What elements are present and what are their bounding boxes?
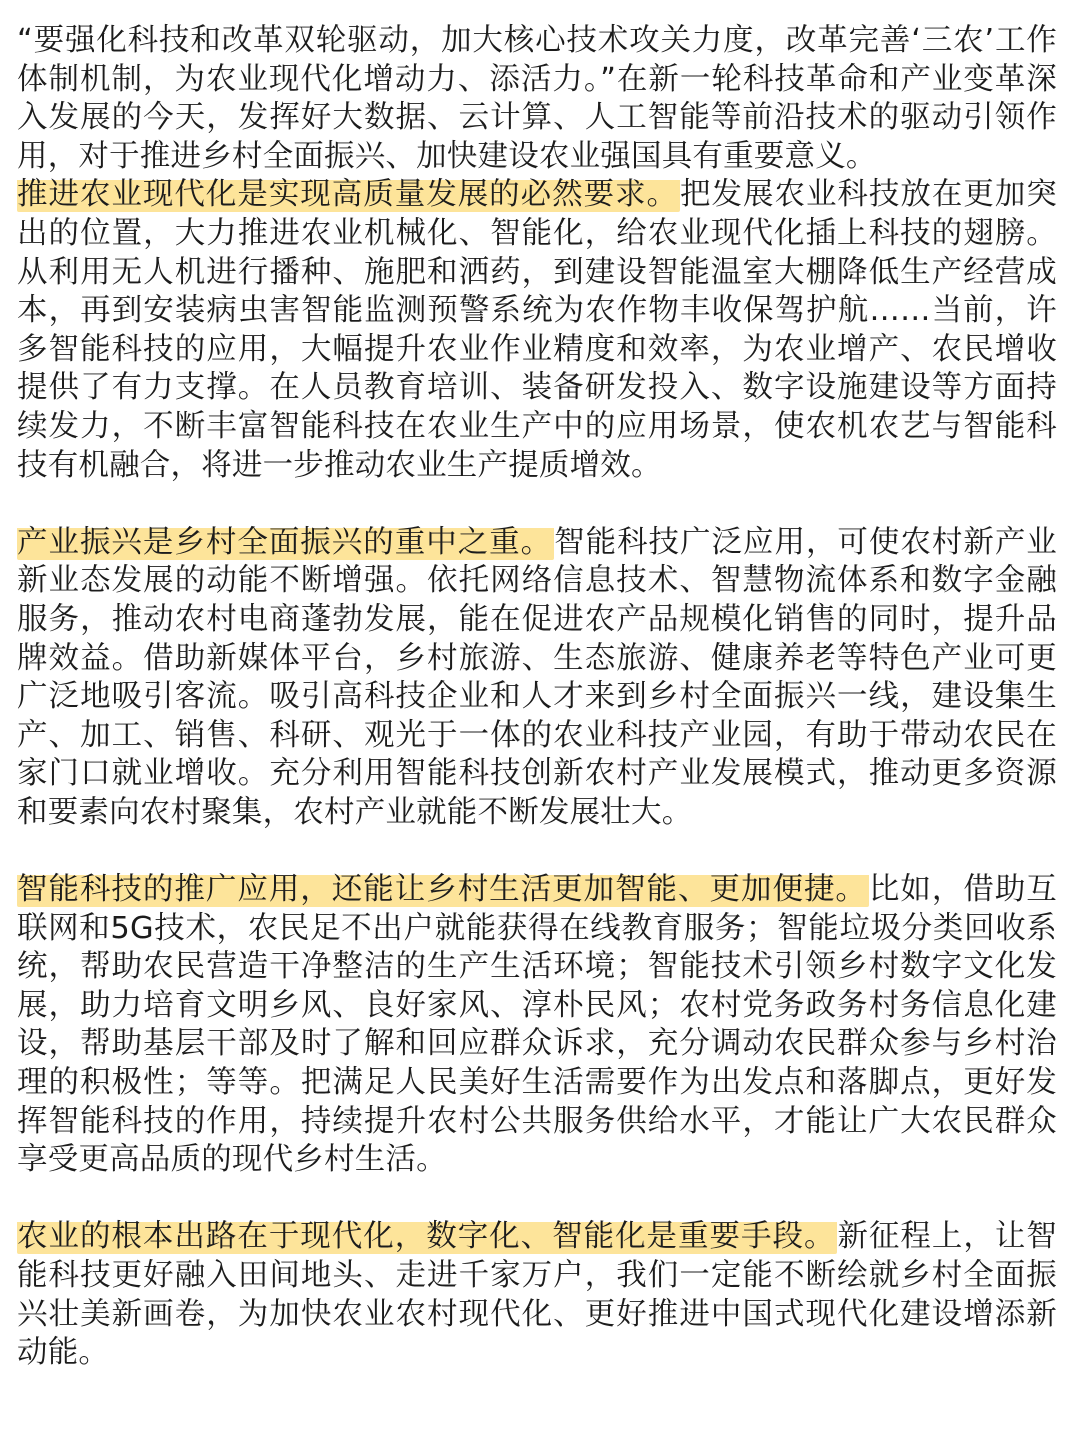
highlighted-lead-sentence: 智能科技的推广应用，还能让乡村生活更加智能、更加便捷。 (17, 872, 867, 908)
paragraph-spacer (17, 832, 1057, 871)
paragraph-agri-modernization (17, 176, 1057, 485)
paragraph-spacer (17, 1180, 1057, 1219)
highlighted-lead-sentence: 产业振兴是乡村全面振兴的重中之重。 (17, 524, 553, 560)
paragraph-text: 比如，借助互联网和5G技术，农民足不出户就能获得在线教育服务；智能垃圾分类回收系统，帮助农民营造干净整洁的生产生活环境；智能技术引领乡村数字文化发展，助力培育文明乡风、良好家风、淳朴民风；农村党务政务村务信息化建设，帮助基层干部及时了解和回应群众诉求，充分调动农民群众参与乡村治理的积极性；等等。把满足人民美好生活需要作为出发点和落脚点，更好发挥智能科技的作用，持续提升农村公共服务供给水平，才能让广大农民群众享受更高品质的现代乡村生活。 (17, 872, 1057, 1178)
highlighted-lead-sentence: 农业的根本出路在于现代化，数字化、智能化是重要手段。 (17, 1219, 836, 1255)
paragraph-spacer (17, 485, 1057, 524)
article-body (17, 22, 1057, 1373)
paragraph-rural-life (17, 871, 1057, 1180)
paragraph-conclusion (17, 1218, 1057, 1372)
paragraph-text: 智能科技广泛应用，可使农村新产业新业态发展的动能不断增强。依托网络信息技术、智慧物流体系和数字金融服务，推动农村电商蓬勃发展，能在促进农产品规模化销售的同时，提升品牌效益。借助新媒体平台，乡村旅游、生态旅游、健康养老等特色产业可更广泛地吸引客流。吸引高科技企业和人才来到乡村全面振兴一线，建设集生产、加工、销售、科研、观光于一体的农业科技产业园，有助于带动农民在家门口就业增收。充分利用智能科技创新农村产业发展模式，推动更多资源和要素向农村聚集，农村产业就能不断发展壮大。 (17, 524, 1057, 830)
paragraph-text: 新征程上，让智能科技更好融入田间地头、走进千家万户，我们一定能不断绘就乡村全面振兴壮美新画卷，为加快农业农村现代化、更好推进中国式现代化建设增添新动能。 (17, 1219, 1058, 1371)
highlighted-lead-sentence: 推进农业现代化是实现高质量发展的必然要求。 (17, 177, 679, 213)
paragraph-industry-revival (17, 524, 1057, 833)
paragraph-intro (17, 22, 1057, 176)
paragraph-text: 把发展农业科技放在更加突出的位置，大力推进农业机械化、智能化，给农业现代化插上科技的翅膀。从利用无人机进行播种、施肥和洒药，到建设智能温室大棚降低生产经营成本，再到安装病虫害智能监测预警系统为农作物丰收保驾护航……当前，许多智能科技的应用，大幅提升农业作业精度和效率，为农业增产、农民增收提供了有力支撑。在人员教育培训、装备研发投入、数字设施建设等方面持续发力，不断丰富智能科技在农业生产中的应用场景，使农机农艺与智能科技有机融合，将进一步推动农业生产提质增效。 (17, 177, 1058, 483)
paragraph-text: “要强化科技和改革双轮驱动，加大核心技术攻关力度，改革完善‘三农’工作体制机制，为农业现代化增动力、添活力。”在新一轮科技革命和产业变革深入发展的今天，发挥好大数据、云计算、人工智能等前沿技术的驱动引领作用，对于推进乡村全面振兴、加快建设农业强国具有重要意义。 (17, 23, 1057, 174)
